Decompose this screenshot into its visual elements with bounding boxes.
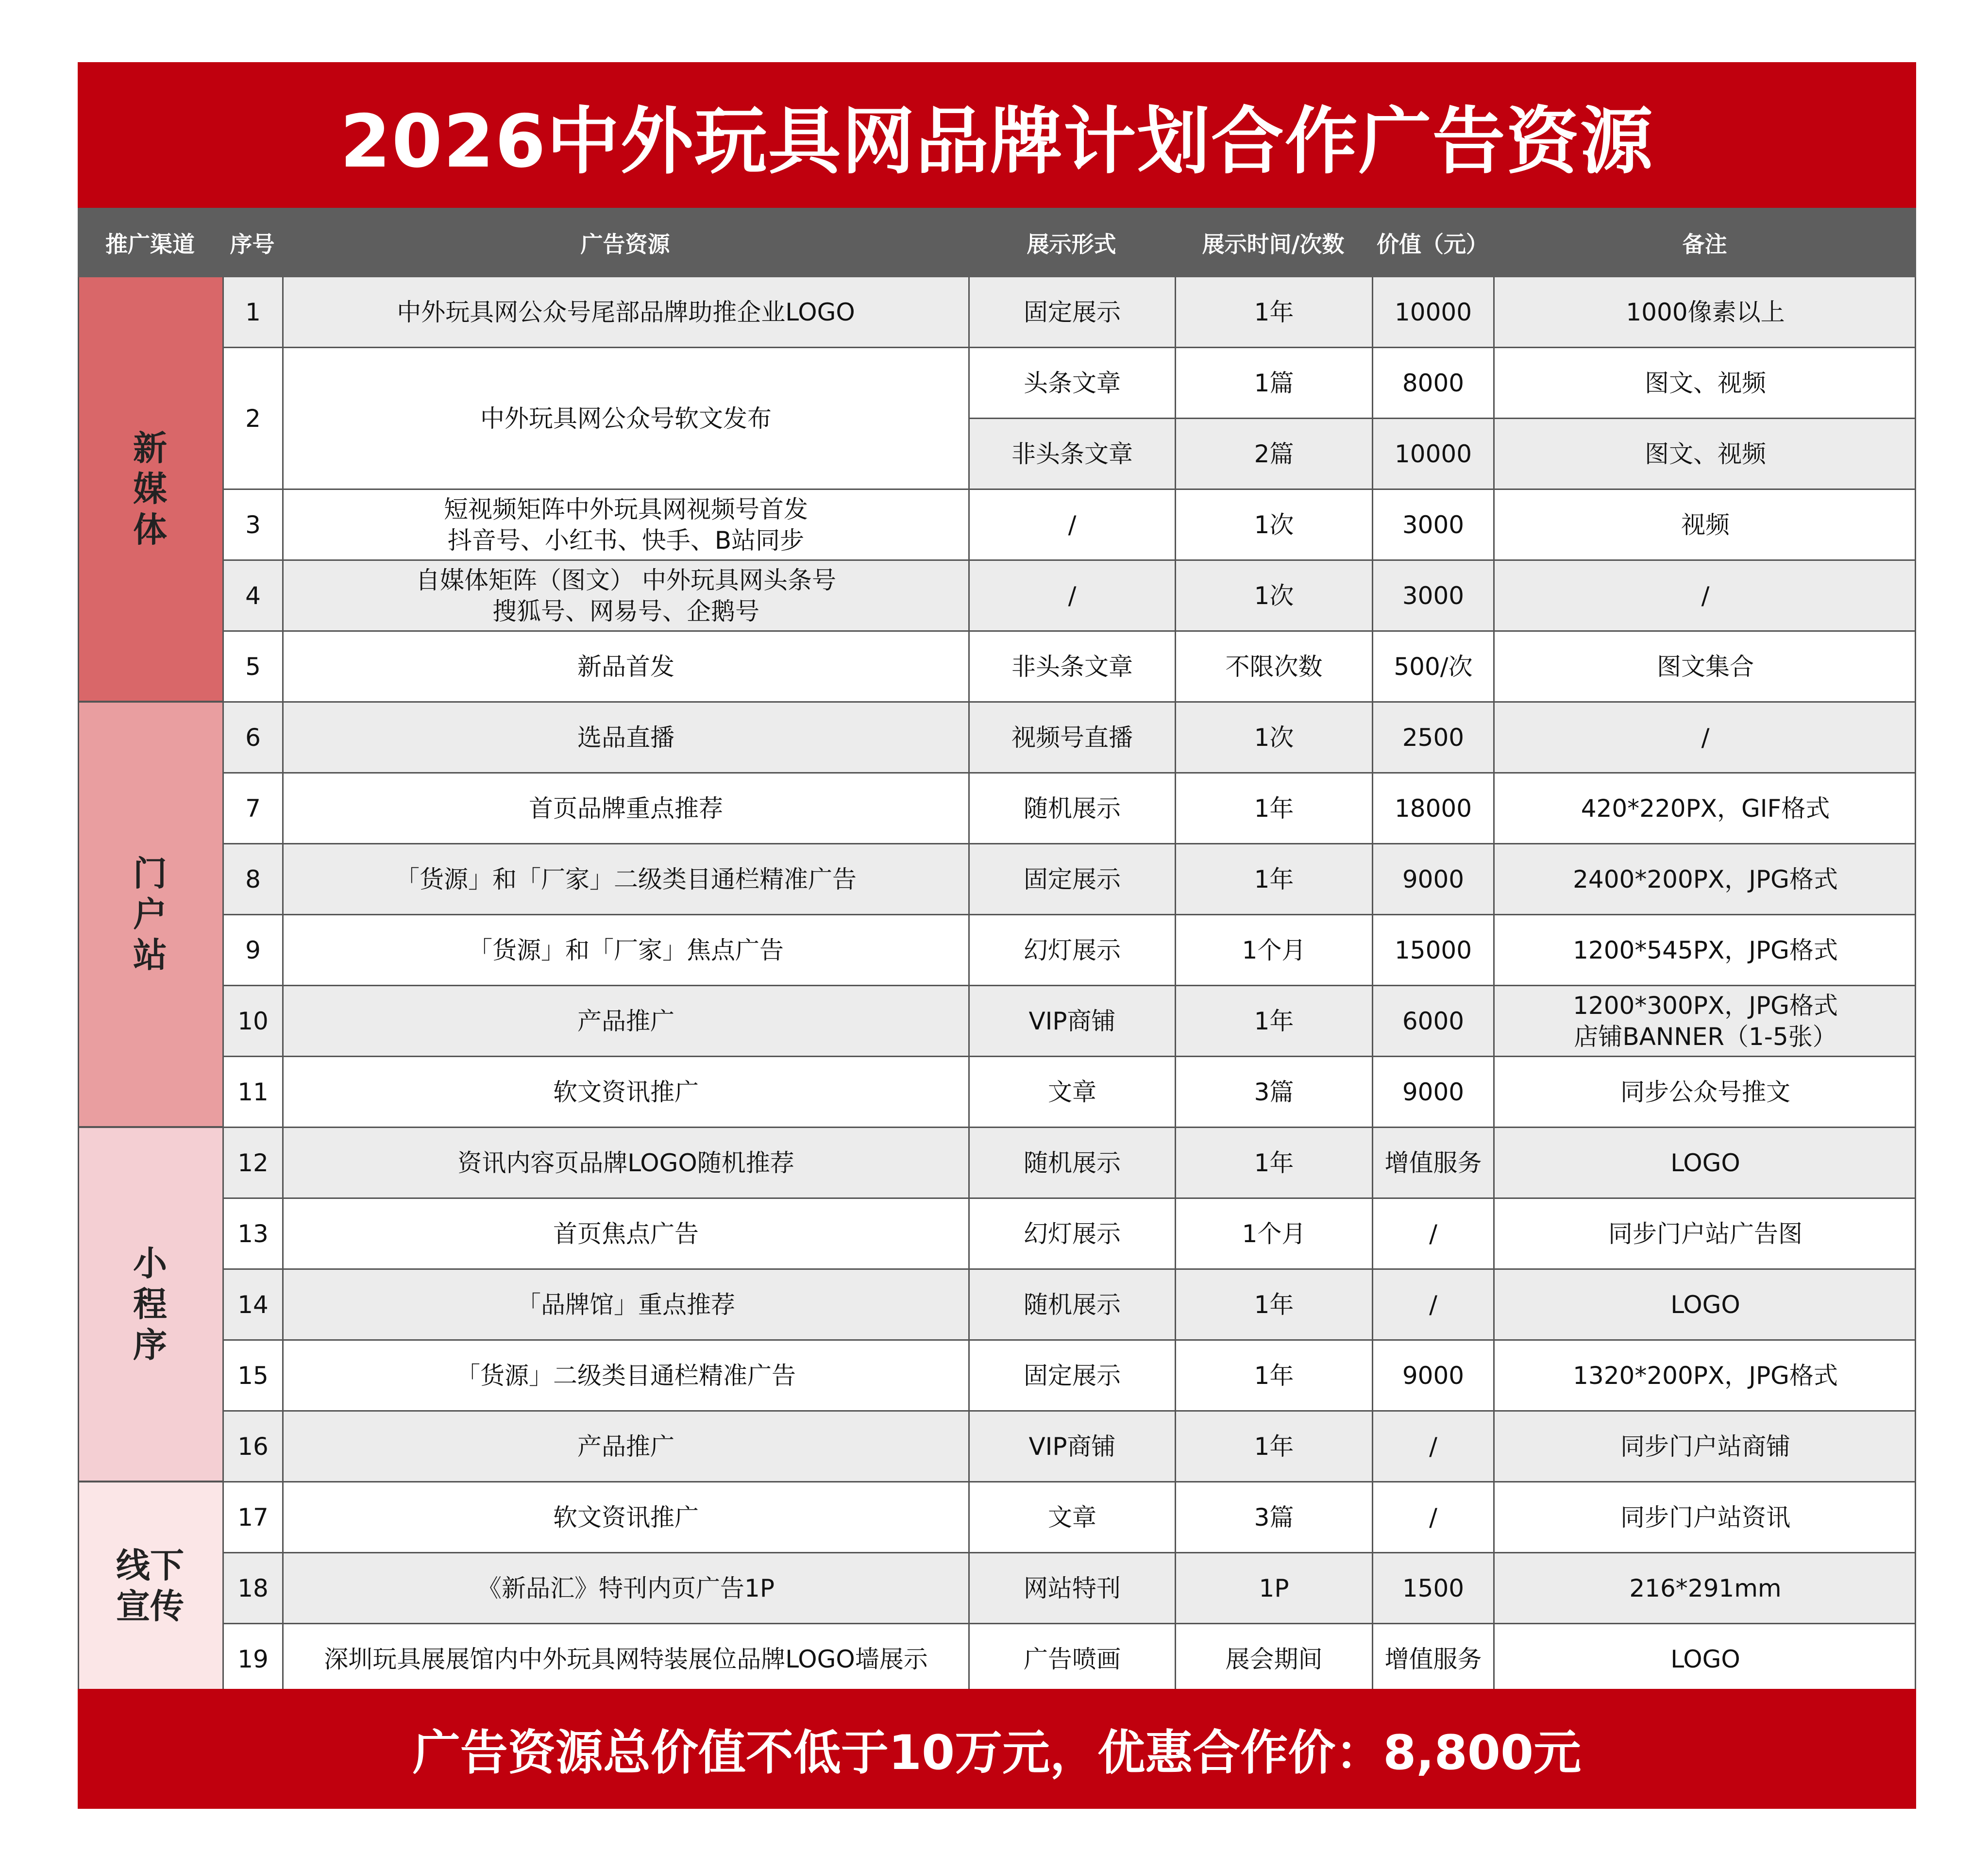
cell-note: 同步门户站商铺 (1493, 1412, 1916, 1481)
table-header (78, 208, 1916, 277)
cell-form: 头条文章 (968, 348, 1175, 418)
cell-time: 1篇 (1175, 348, 1372, 418)
table-row (222, 561, 1916, 632)
cell-note: 2400*200PX，JPG格式 (1493, 844, 1916, 914)
table-row (222, 1057, 1916, 1128)
cell-form: 文章 (968, 1057, 1175, 1127)
cell-no: 14 (222, 1270, 282, 1339)
cell-no: 9 (222, 915, 282, 985)
cell-resource: 新品首发 (282, 632, 968, 701)
cell-time: 3篇 (1175, 1482, 1372, 1552)
cell-no: 12 (222, 1128, 282, 1197)
cell-note: 1200*300PX，JPG格式 店铺BANNER（1-5张） (1493, 986, 1916, 1056)
cell-form: 随机展示 (968, 1128, 1175, 1197)
cell-resource: 「货源」和「厂家」二级类目通栏精准广告 (282, 844, 968, 914)
cell-note: 1320*200PX，JPG格式 (1493, 1341, 1916, 1410)
cell-note: 1200*545PX，JPG格式 (1493, 915, 1916, 985)
cell-value: 500/次 (1372, 632, 1493, 701)
cell-no: 13 (222, 1199, 282, 1268)
cell-note: LOGO (1493, 1270, 1916, 1339)
header-form: 展示形式 (1027, 231, 1116, 257)
cell-value: 增值服务 (1372, 1128, 1493, 1197)
group-offline (78, 1482, 222, 1689)
cell-resource: 《新品汇》特刊内页广告1P (282, 1553, 968, 1623)
table-row (222, 1482, 1916, 1553)
cell-note: 图文集合 (1493, 632, 1916, 701)
header-time: 展示时间/次数 (1202, 231, 1345, 257)
cell-form: 非头条文章 (968, 632, 1175, 701)
cell-no: 15 (222, 1341, 282, 1410)
group-label: 线下宣传 (116, 1545, 184, 1626)
cell-no: 7 (222, 774, 282, 843)
cell-value: 10000 (1372, 277, 1493, 347)
table-row (222, 774, 1916, 844)
cell-resource: 深圳玩具展展馆内中外玩具网特装展位品牌LOGO墙展示 (282, 1624, 968, 1694)
cell-resource: 首页焦点广告 (282, 1199, 968, 1268)
cell-time: 1次 (1175, 561, 1372, 630)
table-row (222, 915, 1916, 986)
cell-form: 网站特刊 (968, 1553, 1175, 1623)
cell-form: 广告喷画 (968, 1624, 1175, 1694)
header-resource: 广告资源 (580, 231, 670, 257)
merged-row-2 (222, 348, 968, 490)
cell-time: 3篇 (1175, 1057, 1372, 1127)
cell-form: 幻灯展示 (968, 915, 1175, 985)
cell-value: / (1372, 1270, 1493, 1339)
cell-resource: 「货源」和「厂家」焦点广告 (282, 915, 968, 985)
header-no: 序号 (230, 231, 275, 257)
cell-no: 2 (222, 348, 282, 489)
cell-time: 1个月 (1175, 1199, 1372, 1268)
cell-value: 9000 (1372, 1057, 1493, 1127)
cell-note: LOGO (1493, 1624, 1916, 1694)
cell-time: 1次 (1175, 490, 1372, 559)
cell-time: 1次 (1175, 703, 1372, 772)
cell-no: 17 (222, 1482, 282, 1552)
cell-no: 1 (222, 277, 282, 347)
cell-no: 5 (222, 632, 282, 701)
cell-resource: 中外玩具网公众号尾部品牌助推企业LOGO (282, 277, 968, 347)
cell-time: 1年 (1175, 844, 1372, 914)
cell-form: 固定展示 (968, 844, 1175, 914)
page-title: 2026中外玩具网品牌计划合作广告资源 (78, 62, 1916, 208)
cell-form: 随机展示 (968, 774, 1175, 843)
cell-form: 固定展示 (968, 277, 1175, 347)
group-label: 门户站 (133, 854, 167, 975)
cell-note: 图文、视频 (1493, 419, 1916, 489)
group-mini-program (78, 1128, 222, 1482)
cell-no: 16 (222, 1412, 282, 1481)
cell-resource: 中外玩具网公众号软文发布 (282, 348, 968, 489)
cell-note: 同步门户站资讯 (1493, 1482, 1916, 1552)
cell-time: 1年 (1175, 774, 1372, 843)
cell-resource: 选品直播 (282, 703, 968, 772)
table-row (222, 1624, 1916, 1695)
cell-value: 6000 (1372, 986, 1493, 1056)
cell-value: 9000 (1372, 1341, 1493, 1410)
cell-no: 11 (222, 1057, 282, 1127)
cell-note: 视频 (1493, 490, 1916, 559)
table-row (222, 844, 1916, 915)
header-note: 备注 (1682, 231, 1727, 257)
cell-no: 6 (222, 703, 282, 772)
cell-form: 视频号直播 (968, 703, 1175, 772)
table-row (222, 703, 1916, 774)
cell-form: / (968, 561, 1175, 630)
footer-summary: 广告资源总价值不低于10万元，优惠合作价：8,800元 (78, 1689, 1916, 1809)
cell-value: 15000 (1372, 915, 1493, 985)
table-row (222, 1199, 1916, 1270)
ad-resource-sheet (78, 62, 1916, 1809)
table-row (222, 490, 1916, 561)
table-row (222, 986, 1916, 1057)
group-new-media (78, 277, 222, 703)
cell-value: 10000 (1372, 419, 1493, 489)
group-label: 新媒体 (133, 428, 167, 550)
cell-resource: 「品牌馆」重点推荐 (282, 1270, 968, 1339)
table-row (222, 1412, 1916, 1482)
cell-time: 不限次数 (1175, 632, 1372, 701)
cell-note: 同步公众号推文 (1493, 1057, 1916, 1127)
cell-time: 1个月 (1175, 915, 1372, 985)
cell-note: 420*220PX，GIF格式 (1493, 774, 1916, 843)
table-row (222, 1128, 1916, 1199)
group-label: 小程序 (133, 1244, 167, 1365)
cell-form: VIP商铺 (968, 986, 1175, 1056)
table-row (222, 1553, 1916, 1624)
cell-time: 展会期间 (1175, 1624, 1372, 1694)
cell-time: 1年 (1175, 986, 1372, 1056)
table-row (222, 1270, 1916, 1341)
cell-note: / (1493, 703, 1916, 772)
cell-no: 10 (222, 986, 282, 1056)
cell-resource: 「货源」二级类目通栏精准广告 (282, 1341, 968, 1410)
cell-time: 1P (1175, 1553, 1372, 1623)
cell-value: 18000 (1372, 774, 1493, 843)
cell-value: / (1372, 1199, 1493, 1268)
cell-resource: 短视频矩阵中外玩具网视频号首发 抖音号、小红书、快手、B站同步 (282, 490, 968, 559)
cell-form: VIP商铺 (968, 1412, 1175, 1481)
table-body (78, 277, 1916, 1689)
cell-resource: 软文资讯推广 (282, 1057, 968, 1127)
cell-no: 19 (222, 1624, 282, 1694)
cell-resource: 软文资讯推广 (282, 1482, 968, 1552)
cell-time: 1年 (1175, 1128, 1372, 1197)
cell-resource: 首页品牌重点推荐 (282, 774, 968, 843)
header-channel: 推广渠道 (105, 231, 195, 257)
cell-resource: 产品推广 (282, 986, 968, 1056)
cell-no: 8 (222, 844, 282, 914)
cell-resource: 产品推广 (282, 1412, 968, 1481)
cell-value: 增值服务 (1372, 1624, 1493, 1694)
cell-note: 图文、视频 (1493, 348, 1916, 418)
cell-value: / (1372, 1412, 1493, 1481)
table-row (222, 632, 1916, 703)
cell-form: / (968, 490, 1175, 559)
cell-value: 3000 (1372, 561, 1493, 630)
cell-no: 3 (222, 490, 282, 559)
table-row (222, 277, 1916, 348)
table-row (222, 1341, 1916, 1412)
cell-value: 2500 (1372, 703, 1493, 772)
cell-note: 同步门户站广告图 (1493, 1199, 1916, 1268)
cell-form: 非头条文章 (968, 419, 1175, 489)
cell-value: 8000 (1372, 348, 1493, 418)
cell-value: 1500 (1372, 1553, 1493, 1623)
cell-time: 1年 (1175, 1270, 1372, 1339)
cell-note: LOGO (1493, 1128, 1916, 1197)
cell-form: 幻灯展示 (968, 1199, 1175, 1268)
cell-value: 9000 (1372, 844, 1493, 914)
cell-resource: 自媒体矩阵（图文） 中外玩具网头条号 搜狐号、网易号、企鹅号 (282, 561, 968, 630)
cell-note: 216*291mm (1493, 1553, 1916, 1623)
cell-value: 3000 (1372, 490, 1493, 559)
header-value: 价值（元） (1377, 231, 1488, 257)
cell-form: 随机展示 (968, 1270, 1175, 1339)
cell-time: 2篇 (1175, 419, 1372, 489)
cell-form: 文章 (968, 1482, 1175, 1552)
cell-time: 1年 (1175, 1341, 1372, 1410)
group-portal (78, 703, 222, 1128)
cell-note: 1000像素以上 (1493, 277, 1916, 347)
cell-note: / (1493, 561, 1916, 630)
cell-no: 4 (222, 561, 282, 630)
cell-time: 1年 (1175, 277, 1372, 347)
cell-resource: 资讯内容页品牌LOGO随机推荐 (282, 1128, 968, 1197)
cell-value: / (1372, 1482, 1493, 1552)
cell-form: 固定展示 (968, 1341, 1175, 1410)
cell-time: 1年 (1175, 1412, 1372, 1481)
cell-no: 18 (222, 1553, 282, 1623)
